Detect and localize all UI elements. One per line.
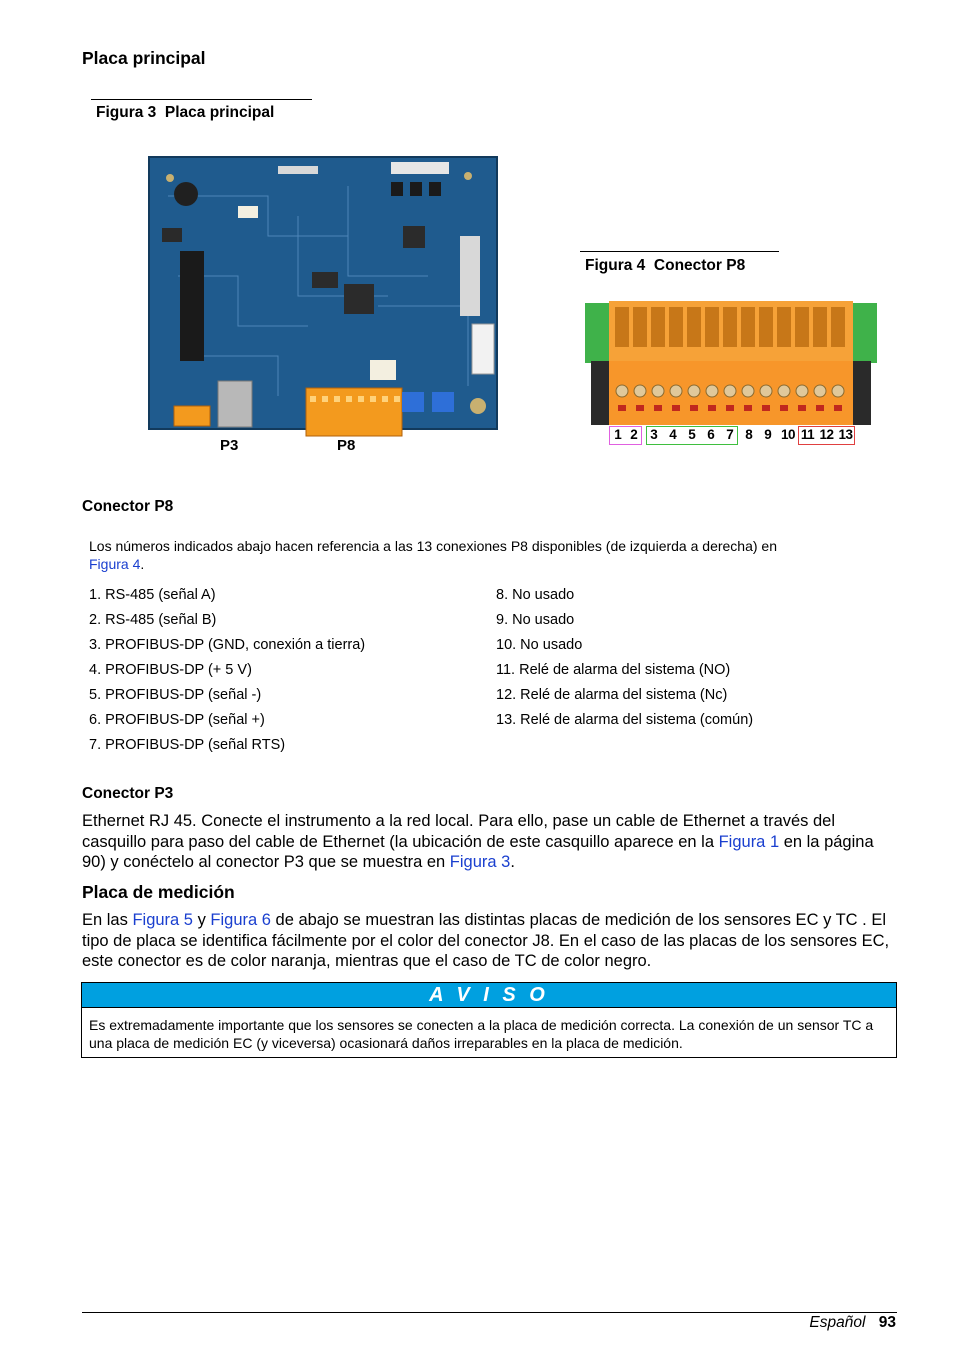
connector-p3-heading: Conector P3 [82,785,174,802]
figure-5-link[interactable]: Figura 5 [132,911,193,929]
list-item: 3. PROFIBUS-DP (GND, conexión a tierra) [89,637,366,653]
pin-number: 11 [800,427,815,442]
connector-p8-intro [89,537,889,573]
figure-4-caption: Figura 4 Conector P8 [585,257,746,274]
footer-language: Español [809,1314,866,1331]
pin-number: 2 [630,427,638,442]
list-item: 10. No usado [496,637,583,653]
list-item: 9. No usado [496,612,575,628]
footer-rule [82,1312,897,1313]
figure-3-rule [91,99,312,100]
connector-p3-paragraph [82,811,897,873]
list-item: 4. PROFIBUS-DP (+ 5 V) [89,662,252,678]
pin-number: 1 [614,427,622,442]
p3-text-1: Ethernet RJ 45. Conecte el instrumento a la red local. Para ello, pase un cable de Ethernet a través del casquillo para paso del cable de Ethernet (la ubicación de este casquillo aparece en la [82,812,836,851]
pm-text-1: En las [82,911,133,929]
main-board-illustration [148,156,498,458]
list-item: 6. PROFIBUS-DP (señal +) [89,712,265,728]
figure-3-caption: Figura 3 Placa principal [96,104,275,121]
list-item: 2. RS-485 (señal B) [89,612,217,628]
p8-label: P8 [337,437,356,454]
p8-pin-list-left [89,583,489,758]
section-title: Placa principal [82,48,206,68]
main-board-figure [148,156,498,458]
pin-number: 5 [688,427,696,442]
pin-number: 7 [726,427,734,442]
pin-number: 9 [764,427,772,442]
pin-number: 12 [819,427,834,442]
figure-4-link[interactable]: Figura 4 [89,556,141,572]
aviso-notice-box [81,982,897,1058]
aviso-text: Es extremadamente importante que los sensores se conecten a la placa de medición correcta. La conexión de un sensor TC a una placa de medición EC (y viceversa) ocasionará daños irreparables en la placa de medición. [89,1017,874,1051]
figure-4-rule [580,251,779,252]
intro-text: Los números indicados abajo hacen referencia a las 13 conexiones P8 disponibles (de izquierda a derecha) en [89,538,777,554]
page-number: 93 [878,1314,896,1331]
pin-number: 3 [650,427,658,442]
p8-pin-list-right [496,583,896,733]
list-item: 1. RS-485 (señal A) [89,587,216,603]
p3-text-2: en la página 90) y conéctelo al conector P3 que se muestra en [82,832,874,871]
pin-number: 8 [745,427,753,442]
list-item: 12. Relé de alarma del sistema (Nc) [496,687,728,703]
list-item: 8. No usado [496,587,575,603]
connector-p8-heading: Conector P8 [82,498,174,515]
p8-connector-illustration [585,301,877,426]
pin-number: 6 [707,427,715,442]
list-item: 13. Relé de alarma del sistema (común) [496,712,754,728]
placa-medicion-heading: Placa de medición [82,882,235,902]
placa-medicion-paragraph [82,910,897,972]
pin-number: 10 [780,427,796,442]
figure-1-link[interactable]: Figura 1 [718,832,780,851]
pm-text-3: de abajo se muestran las distintas placas de medición de los sensores EC y TC . El tipo de placa se identifica fácilmente por el color del conector J8. En el caso de las placas de los sensores EC, este conector es de color naranja, mientras que el caso de TC de color negro. [82,911,890,970]
pin-number: 13 [838,427,853,442]
list-item: 5. PROFIBUS-DP (señal -) [89,687,262,703]
pm-text-2: y [192,911,211,929]
intro-end: . [140,556,145,572]
p3-label: P3 [220,437,239,454]
figure-6-link[interactable]: Figura 6 [210,911,271,929]
list-item: 11. Relé de alarma del sistema (NO) [496,662,731,678]
p8-connector-figure [585,301,877,459]
list-item: 7. PROFIBUS-DP (señal RTS) [89,737,286,753]
p3-text-3: . [510,853,515,871]
pin-number-row [585,426,877,446]
pin-number: 4 [669,427,677,442]
aviso-title: A V I S O [82,983,896,1008]
figure-3-link[interactable]: Figura 3 [449,853,511,871]
page-footer [809,1313,896,1333]
